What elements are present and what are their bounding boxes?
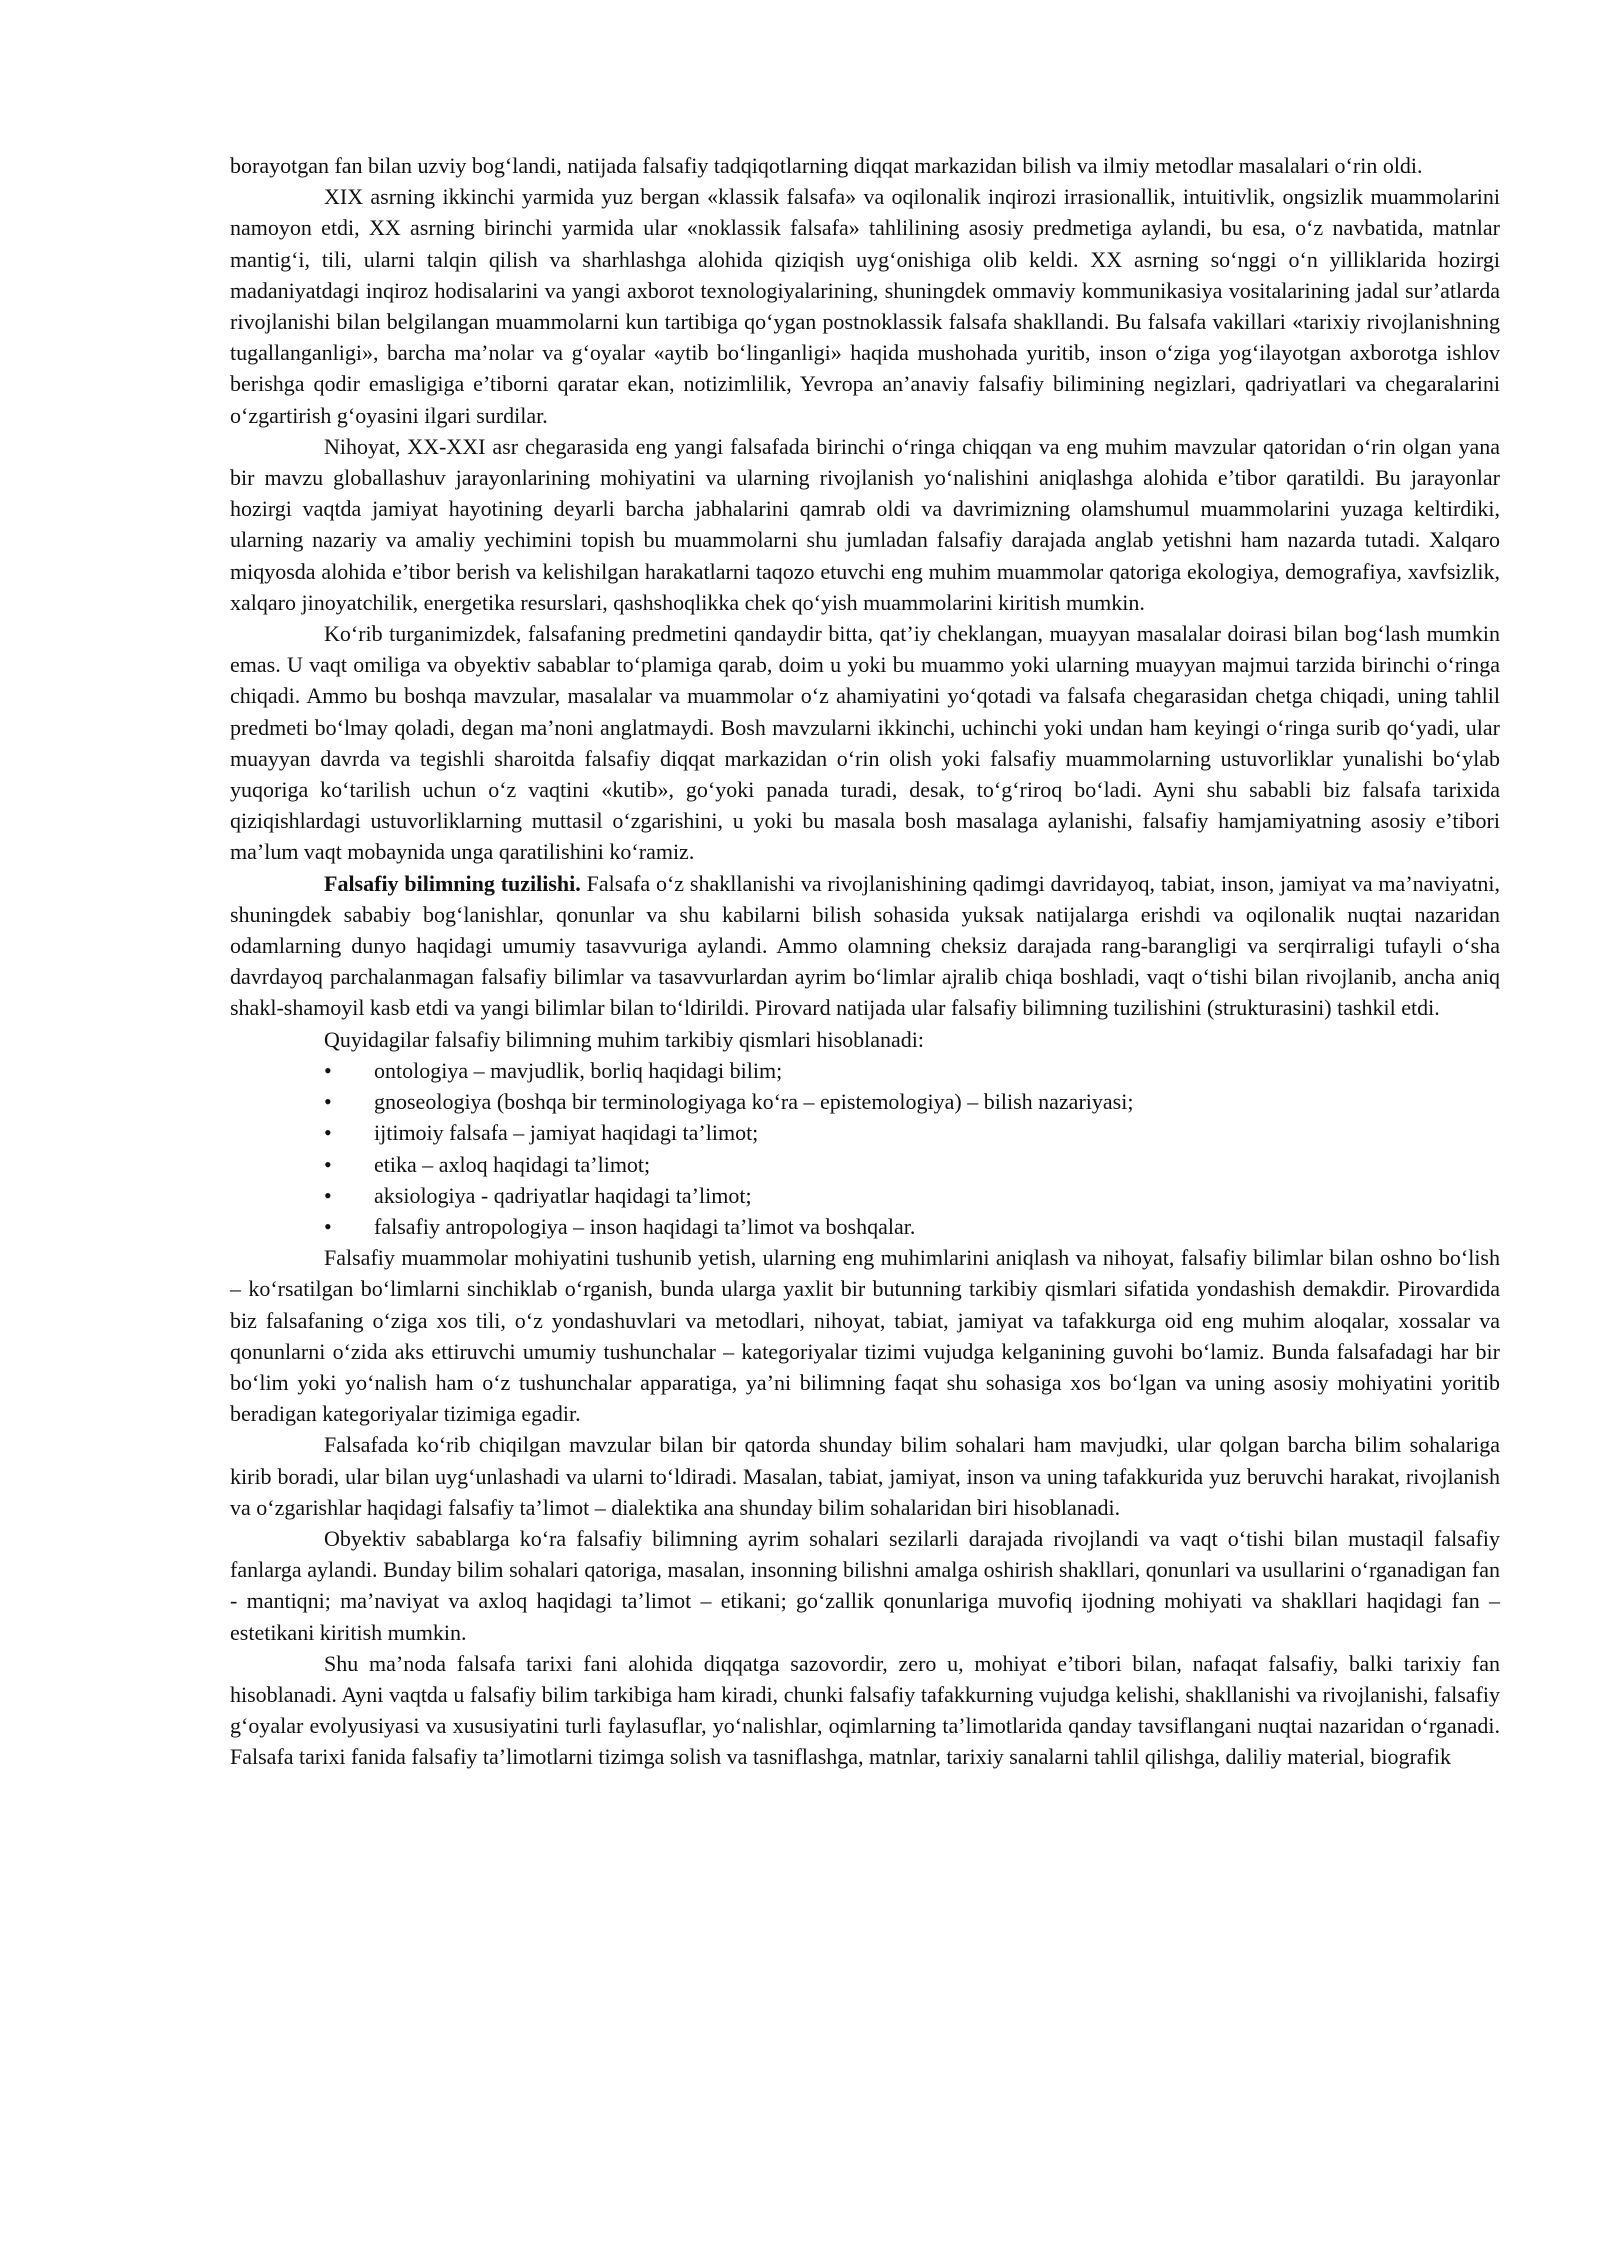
- list-item-text: etika – axloq haqidagi ta’limot;: [374, 1151, 651, 1177]
- paragraph-5-body: Falsafa o‘z shakllanishi va rivojlanishining qadimgi davridayoq, tabiat, inson, jamiyat va ma’naviyatni, shuningdek sababiy bog‘lanishlar, qonunlar va shu kabilarni bilish sohasida yuksak natijalarga erishdi va oqilonalik nuqtai nazaridan odamlarning dunyo haqidagi umumiy tasavvuriga aylandi. Ammo olamning cheksiz darajada rang-barangligi va serqirraligi tufayli o‘sha davrdayoq parchalanmagan falsafiy bilimlar va tasavvurlardan ayrim bo‘limlar ajralib chiqa boshladi, vaqt o‘tishi bilan rivojlanib, ancha aniq shakl-shamoyil kasb etdi va yangi bilimlar bilan to‘ldirildi. Pirovard natijada ular falsafiy bilimning tuzilishini (strukturasini) tashkil etdi.: [230, 870, 1501, 1021]
- list-item-text: ontologiya – mavjudlik, borliq haqidagi bilim;: [374, 1057, 783, 1083]
- bullet-icon: •: [324, 1213, 332, 1239]
- paragraph-10: Shu ma’noda falsafa tarixi fani alohida diqqatga sazovordir, zero u, mohiyat e’tibori bilan, nafaqat falsafiy, balki tarixiy fan hisoblanadi. Ayni vaqtda u falsafiy bilim tarkibiga ham kiradi, chunki falsafiy tafakkurning vujudga kelishi, shakllanishi va rivojlanishi, falsafiy g‘oyalar evolyusiyasi va xususiyatini turli faylasuflar, yo‘nalishlar, oqimlarning ta’limotlarida qanday tavsiflangani nuqtai nazaridan o‘rganadi. Falsafa tarixi fanida falsafiy ta’limotlarni tizimga solish va tasniflashga, matnlar, tarixiy sanalarni tahlil qilishga, daliliy material, biografik: [230, 1650, 1500, 1770]
- list-item: [230, 1180, 1500, 1211]
- bullet-icon: •: [324, 1151, 332, 1177]
- paragraph-5: [230, 868, 1500, 1024]
- list-item-text: falsafiy antropologiya – inson haqidagi ta’limot va boshqalar.: [374, 1213, 916, 1239]
- list-item-text: aksiologiya - qadriyatlar haqidagi ta’limot;: [374, 1182, 752, 1208]
- paragraph-8: Falsafada ko‘rib chiqilgan mavzular bilan bir qatorda shunday bilim sohalari ham mavjudki, ular qolgan barcha bilim sohalariga kirib boradi, ular bilan uyg‘unlashadi va ularni to‘ldiradi. Masalan, tabiat, jamiyat, inson va uning tafakkurida yuz beruvchi harakat, rivojlanish va o‘zgarishlar haqidagi falsafiy ta’limot – dialektika ana shunday bilim sohalaridan biri hisoblanadi.: [230, 1432, 1500, 1520]
- list-item: [230, 1086, 1500, 1117]
- bullet-list: [230, 1055, 1500, 1242]
- bullet-icon: •: [324, 1182, 332, 1208]
- list-item: [230, 1211, 1500, 1242]
- list-item: [230, 1055, 1500, 1086]
- paragraph-9: Obyektiv sabablarga ko‘ra falsafiy bilimning ayrim sohalari sezilarli darajada rivojlandi va vaqt o‘tishi bilan mustaqil falsafiy fanlarga aylandi. Bunday bilim sohalari qatoriga, masalan, insonning bilishni amalga oshirish shakllari, qonunlari va usullarini o‘rganadigan fan - mantiqni; ma’naviyat va axloq haqidagi ta’limot – etikani; go‘zallik qonunlariga muvofiq ijodning mohiyati va shakllari haqidagi fan – estetikani kiritish mumkin.: [230, 1525, 1500, 1645]
- paragraph-4: Ko‘rib turganimizdek, falsafaning predmetini qandaydir bitta, qat’iy cheklangan, muayyan masalalar doirasi bilan bog‘lash mumkin emas. U vaqt omiliga va obyektiv sabablar to‘plamiga qarab, doim u yoki bu muammo yoki ularning muayyan majmui tarzida birinchi o‘ringa chiqadi. Ammo bu boshqa mavzular, masalalar va muammolar o‘z ahamiyatini yo‘qotadi va falsafa chegarasidan chetga chiqadi, uning tahlil predmeti bo‘lmay qoladi, degan ma’noni anglatmaydi. Bosh mavzularni ikkinchi, uchinchi yoki undan ham keyingi o‘ringa surib qo‘yadi, ular muayyan davrda va tegishli sharoitda falsafiy diqqat markazidan o‘rin olish yoki falsafiy muammolarning ustuvorliklar yunalishi bo‘ylab yuqoriga ko‘tarilish uchun o‘z vaqtini «kutib», go‘yoki panada turadi, desak, to‘g‘riroq bo‘ladi. Ayni shu sababli biz falsafa tarixida qiziqishlardagi ustuvorliklarning muttasil o‘zgarishini, u yoki bu masala bosh masalaga aylanishi, falsafiy hamjamiyatning asosiy e’tibori ma’lum vaqt mobaynida unga qaratilishini ko‘ramiz.: [230, 621, 1500, 865]
- list-item: [230, 1117, 1500, 1148]
- paragraph-6: Quyidagilar falsafiy bilimning muhim tarkibiy qismlari hisoblanadi:: [324, 1026, 925, 1052]
- list-item-text: gnoseologiya (boshqa bir terminologiyaga ko‘ra – epistemologiya) – bilish nazariyasi;: [374, 1089, 1134, 1115]
- list-item-text: ijtimoiy falsafa – jamiyat haqidagi ta’limot;: [374, 1120, 759, 1146]
- bullet-icon: •: [324, 1120, 332, 1146]
- bullet-icon: •: [324, 1057, 332, 1083]
- list-item: [230, 1149, 1500, 1180]
- document-page: [230, 150, 1500, 1773]
- bullet-icon: •: [324, 1089, 332, 1115]
- paragraph-1: borayotgan fan bilan uzviy bog‘landi, natijada falsafiy tadqiqotlarning diqqat markazidan bilish va ilmiy metodlar masalalari o‘rin oldi.: [230, 153, 1423, 178]
- paragraph-7: Falsafiy muammolar mohiyatini tushunib yetish, ularning eng muhimlarini aniqlash va nihoyat, falsafiy bilimlar bilan oshno bo‘lish – ko‘rsatilgan bo‘limlarni sinchiklab o‘rganish, bunda ularga yaxlit bir butunning tarkibiy qismlari sifatida yondashish demakdir. Pirovardida biz falsafaning o‘ziga xos tili, o‘z yondashuvlari va metodlari, nihoyat, tabiat, jamiyat va tafakkurga oid eng muhim aloqalar, xossalar va qonunlarni o‘zida aks ettiruvchi umumiy tushunchalar – kategoriyalar tizimi vujudga kelganining guvohi bo‘lamiz. Bunda falsafadagi har bir bo‘lim yoki yo‘nalish ham o‘z tushunchalar apparatiga, ya’ni bilimning faqat shu sohasiga xos bo‘lgan va uning asosiy mohiyatini yoritib beradigan kategoriyalar tizimiga egadir.: [230, 1245, 1500, 1427]
- section-heading: Falsafiy bilimning tuzilishi.: [324, 870, 581, 896]
- paragraph-3: Nihoyat, XX-XXI asr chegarasida eng yangi falsafada birinchi o‘ringa chiqqan va eng muhim mavzular qatoridan o‘rin olgan yana bir mavzu globallashuv jarayonlarining mohiyatini va ularning rivojlanish yo‘nalishini aniqlashga alohida e’tibor qaratildi. Bu jarayonlar hozirgi vaqtda jamiyat hayotining deyarli barcha jabhalarini qamrab oldi va davrimizning olamshumul muammolarini yuzaga keltirdiki, ularning nazariy va amaliy yechimini topish bu muammolarni shu jumladan falsafiy darajada anglab yetishni ham nazarda tutadi. Xalqaro miqyosda alohida e’tibor berish va kelishilgan harakatlarni taqozo etuvchi eng muhim muammolar qatoriga ekologiya, demografiya, xavfsizlik, xalqaro jinoyatchilik, energetika resurslari, qashshoqlikka chek qo‘yish muammolarini kiritish mumkin.: [230, 433, 1500, 615]
- paragraph-2: XIX asrning ikkinchi yarmida yuz bergan «klassik falsafa» va oqilonalik inqirozi irrasionallik, intuitivlik, ongsizlik muammolarini namoyon etdi, XX asrning birinchi yarmida ular «noklassik falsafa» tahlilining asosiy predmetiga aylandi, bu esa, o‘z navbatida, matnlar mantig‘i, tili, ularni talqin qilish va sharhlashga alohida qiziqish uyg‘onishiga olib keldi. XX asrning so‘nggi o‘n yilliklarida hozirgi madaniyatdagi inqiroz hodisalarini va yangi axborot texnologiyalarining, shuningdek ommaviy kommunikasiya vositalarining jadal sur’atlarda rivojlanishi bilan belgilangan muammolarni kun tartibiga qo‘ygan postnoklassik falsafa shakllandi. Bu falsafa vakillari «tarixiy rivojlanishning tugallanganligi», barcha ma’nolar va g‘oyalar «aytib bo‘linganligi» haqida mushohada yuritib, inson o‘ziga yog‘ilayotgan axborotga ishlov berishga qodir emasligiga e’tiborni qaratar ekan, notizimlilik, Yevropa an’anaviy falsafiy bilimining negizlari, qadriyatlari va chegaralarini o‘zgartirish g‘oyasini ilgari surdilar.: [230, 184, 1500, 428]
